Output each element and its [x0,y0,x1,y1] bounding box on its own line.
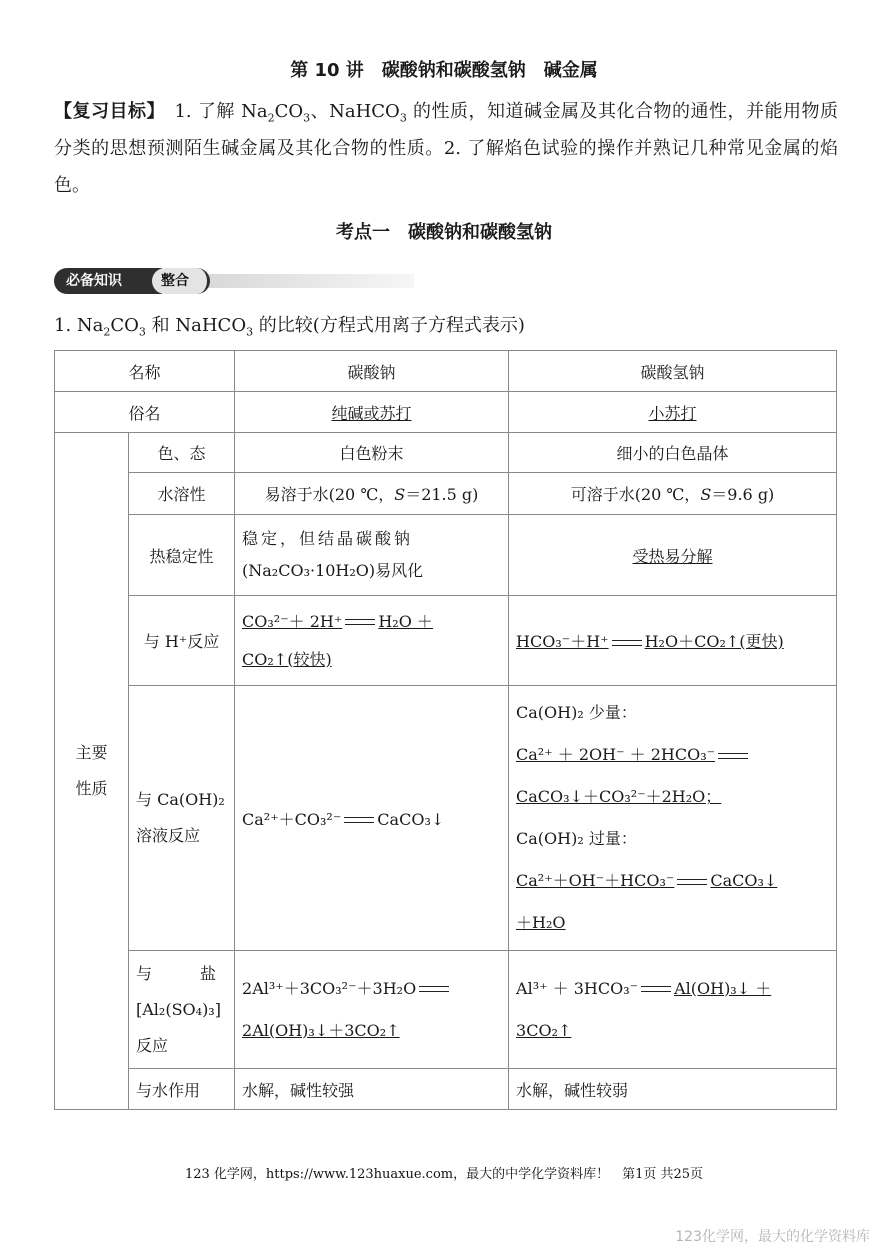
group-label-line: 性质 [75,779,108,798]
equals-sign [718,753,748,759]
answer-text: 小苏打 [648,403,697,423]
calcium-reaction-nahco3 [509,686,837,951]
equation-text: CaCO₃↓＋CO₃²⁻＋2H₂O； [516,787,722,806]
aluminum-reaction-na2co3 [235,951,509,1069]
equation-text: Ca²⁺＋CO₃²⁻ [242,809,342,829]
badge-bar [204,274,414,288]
group-label [55,433,129,1110]
cell-text: 反应 [136,1035,169,1055]
common-name-nahco3 [509,392,837,433]
table-row [55,686,837,951]
common-name-na2co3 [235,392,509,433]
cell-text: [Al₂(SO₄)₃] [136,999,221,1019]
equation-text: Ca²⁺＋OH⁻＋HCO₃⁻ [516,871,675,890]
state-label: 色、态 [129,433,235,473]
equation-text: CaCO₃↓ [710,871,778,890]
solubility-na2co3 [235,473,509,515]
calcium-reaction-na2co3 [235,686,509,951]
heading-sub: 3 [138,325,146,339]
equation-text: CaCO₃↓ [377,809,445,829]
equation-text: H₂O ＋ [378,611,433,631]
equation-text: HCO₃⁻＋H⁺ [516,632,609,651]
table-row [55,515,837,596]
equation-text: 2Al(OH)₃↓＋3CO₂↑ [242,1020,400,1040]
heading-sub: 2 [103,325,111,339]
water-na2co3: 水解，碱性较强 [235,1069,509,1110]
cell-text: ＝21.5 g) [405,485,479,504]
equation-text: Ca(OH)₂ 少量： [516,703,637,722]
table-row [55,351,837,392]
equation-text: 2Al³⁺＋3CO₃²⁻＋3H₂O [242,978,417,998]
equals-sign [612,640,642,646]
cell-text: 可溶于水(20 ℃， [570,485,701,504]
badge-right-label: 整合 [152,268,210,294]
acid-reaction-na2co3 [235,596,509,686]
acid-reaction-nahco3 [509,596,837,686]
heat-stability-label: 热稳定性 [129,515,235,596]
common-name-label: 俗名 [55,392,235,433]
cell-text: S [394,485,406,504]
goals-text-4: 的性质，知道碱金属及其化合物的通性，并能用物质分类的思想预测陌生碱金属及其化合物的性质。2. 了解焰色试验的操作并熟记几种常见金属的焰色。 [54,101,838,196]
aluminum-reaction-label [129,951,235,1069]
solubility-label: 水溶性 [129,473,235,515]
goals-tag: 【复习目标】 [54,101,156,122]
header-na2co3: 碳酸钠 [235,351,509,392]
section-heading: 考点一 碳酸钠和碳酸氢钠 [336,222,552,243]
header-name: 名称 [55,351,235,392]
comparison-table [54,350,837,1110]
cell-text: (Na₂CO₃·10H₂O)易风化 [242,561,424,580]
watermark: 123化学网，最大的化学资料库 [675,1229,870,1245]
equation-text: CO₃²⁻＋ 2H⁺ [242,611,343,631]
equals-sign [419,986,449,992]
group-label-line: 主要 [75,743,108,762]
goals-text-2: CO [274,101,304,122]
heat-stability-na2co3 [235,515,509,596]
equation-text: ＋H₂O [516,913,566,932]
state-nahco3: 细小的白色晶体 [509,433,837,473]
table-row [55,951,837,1069]
table-row [55,392,837,433]
goals-sub: 2 [267,111,275,125]
acid-reaction-label: 与 H⁺反应 [129,596,235,686]
equation-text: CO₂↑(较快) [242,649,332,669]
table-row [55,433,837,473]
heading-sub: 3 [246,325,254,339]
equation-text: Ca²⁺ ＋ 2OH⁻ ＋ 2HCO₃⁻ [516,745,716,764]
goals-text-3: 、NaHCO [310,101,400,122]
badge-left-label: 必备知识 [54,268,162,294]
equation-text: Ca(OH)₂ 过量： [516,829,637,848]
lecture-title: 第 10 讲 碳酸钠和碳酸氢钠 碱金属 [290,60,598,81]
solubility-nahco3 [509,473,837,515]
state-na2co3: 白色粉末 [235,433,509,473]
goals-text-1: 1. 了解 Na [155,101,268,122]
review-goals [54,93,838,204]
answer-text: 受热易分解 [632,546,713,566]
cell-text: 与 盐 [136,963,217,983]
water-nahco3: 水解，碱性较弱 [509,1069,837,1110]
calcium-reaction-label [129,686,235,951]
page-footer: 123 化学网，https://www.123huaxue.com，最大的中学化学资料库！ 第1页 共25页 [184,1167,704,1182]
goals-sub: 3 [303,111,311,125]
answer-text: 纯碱或苏打 [331,403,412,423]
heading-part: 1. Na [54,315,104,336]
heat-stability-nahco3 [509,515,837,596]
table-row [55,596,837,686]
cell-text: ＝9.6 g) [711,485,775,504]
cell-text: 稳定，但结晶碳酸钠 [242,529,414,548]
equals-sign [677,879,707,885]
table-row [55,473,837,515]
cell-text: 溶液反应 [136,826,201,845]
heading-part: 的比较(方程式用离子方程式表示) [253,315,525,336]
header-nahco3: 碳酸氢钠 [509,351,837,392]
equation-text: H₂O＋CO₂↑(更快) [644,632,784,651]
comparison-heading [54,311,525,337]
cell-text: S [700,485,712,504]
aluminum-reaction-nahco3 [509,951,837,1069]
goals-sub: 3 [399,111,407,125]
equation-text: Al³⁺ ＋ 3HCO₃⁻ [516,978,639,998]
heading-part: CO [110,315,139,336]
equation-text: Al(OH)₃↓ ＋ [674,978,772,998]
cell-text: 与 Ca(OH)₂ [136,790,225,809]
equals-sign [345,619,375,625]
table-row [55,1069,837,1110]
heading-part: 和 NaHCO [145,315,247,336]
water-label: 与水作用 [129,1069,235,1110]
equals-sign [641,986,671,992]
cell-text: 易溶于水(20 ℃， [264,485,395,504]
knowledge-badge [54,268,414,294]
equation-text: 3CO₂↑ [516,1020,572,1040]
equals-sign [344,817,374,823]
